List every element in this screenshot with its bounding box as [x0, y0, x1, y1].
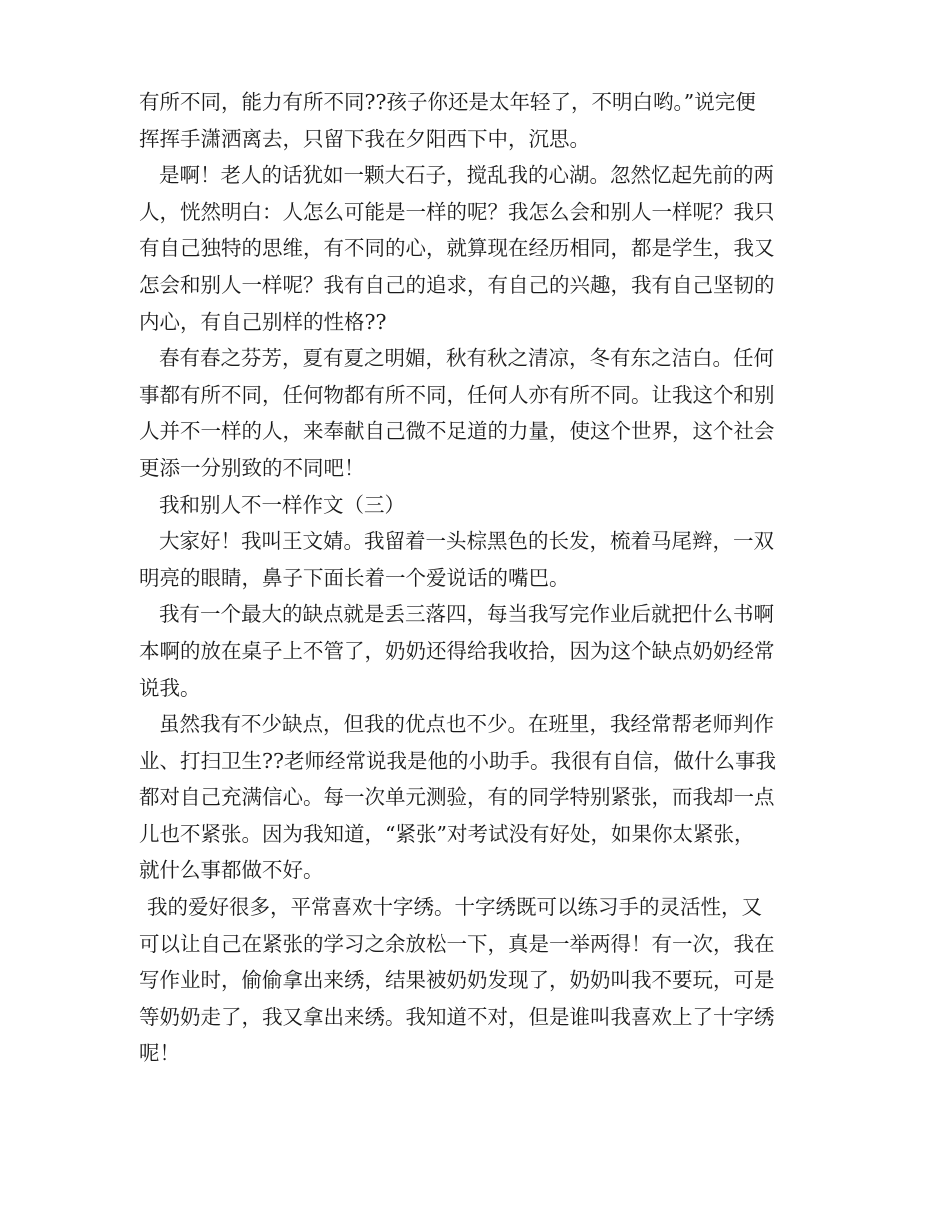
text-line: 就什么事都做不好。 [139, 858, 324, 883]
text-line: 我有一个最大的缺点就是丢三落四，每当我写完作业后就把什么书啊 [159, 602, 774, 627]
text-line: 呢！ [139, 1041, 180, 1066]
text-line: 写作业时，偷偷拿出来绣，结果被奶奶发现了，奶奶叫我不要玩，可是 [139, 968, 775, 993]
text-line: 本啊的放在桌子上不管了，奶奶还得给我收拾，因为这个缺点奶奶经常 [139, 638, 775, 663]
document-body [139, 84, 829, 1072]
text-line: 我和别人不一样作文（三） [159, 492, 405, 517]
text-line: 可以让自己在紧张的学习之余放松一下，真是一举两得！有一次，我在 [139, 931, 775, 956]
text-line: 怎会和别人一样呢？我有自己的追求，有自己的兴趣，我有自己坚韧的 [139, 272, 775, 297]
text-line: 等奶奶走了，我又拿出来绣。我知道不对，但是谁叫我喜欢上了十字绣 [139, 1004, 775, 1029]
text-line: 人并不一样的人，来奉献自己微不足道的力量，使这个世界，这个社会 [139, 419, 775, 444]
text-line: 春有春之芬芳，夏有夏之明媚，秋有秋之清凉，冬有东之洁白。任何 [159, 346, 774, 371]
text-line: 儿也不紧张。因为我知道，“紧张”对考试没有好处，如果你太紧张， [139, 821, 755, 846]
text-line: 大家好！我叫王文婧。我留着一头棕黑色的长发，梳着马尾辫，一双 [159, 529, 774, 554]
text-line: 是啊！老人的话犹如一颗大石子，搅乱我的心湖。忽然忆起先前的两 [159, 163, 774, 188]
text-line: 有所不同，能力有所不同??孩子你还是太年轻了，不明白哟。”说完便 [139, 90, 756, 114]
text-line: 内心，有自己别样的性格?? [139, 309, 387, 334]
text-line: 虽然我有不少缺点，但我的优点也不少。在班里，我经常帮老师判作 [159, 712, 774, 737]
text-line: 业、打扫卫生??老师经常说我是他的小助手。我很有自信，做什么事我 [139, 748, 776, 773]
text-line: 事都有所不同，任何物都有所不同，任何人亦有所不同。让我这个和别 [139, 382, 775, 407]
text-line: 我的爱好很多，平常喜欢十字绣。十字绣既可以练习手的灵活性，又 [147, 895, 762, 920]
text-line: 明亮的眼睛，鼻子下面长着一个爱说话的嘴巴。 [139, 565, 570, 590]
text-line: 人，恍然明白：人怎么可能是一样的呢？我怎么会和别人一样呢？我只 [139, 199, 775, 224]
text-line: 更添一分别致的不同吧！ [139, 455, 365, 480]
text-line: 挥挥手潇洒离去，只留下我在夕阳西下中，沉思。 [139, 126, 590, 151]
text-line: 都对自己充满信心。每一次单元测验，有的同学特别紧张，而我却一点 [139, 785, 775, 810]
text-line: 说我。 [139, 675, 201, 700]
text-line: 有自己独特的思维，有不同的心，就算现在经历相同，都是学生，我又 [139, 236, 775, 261]
